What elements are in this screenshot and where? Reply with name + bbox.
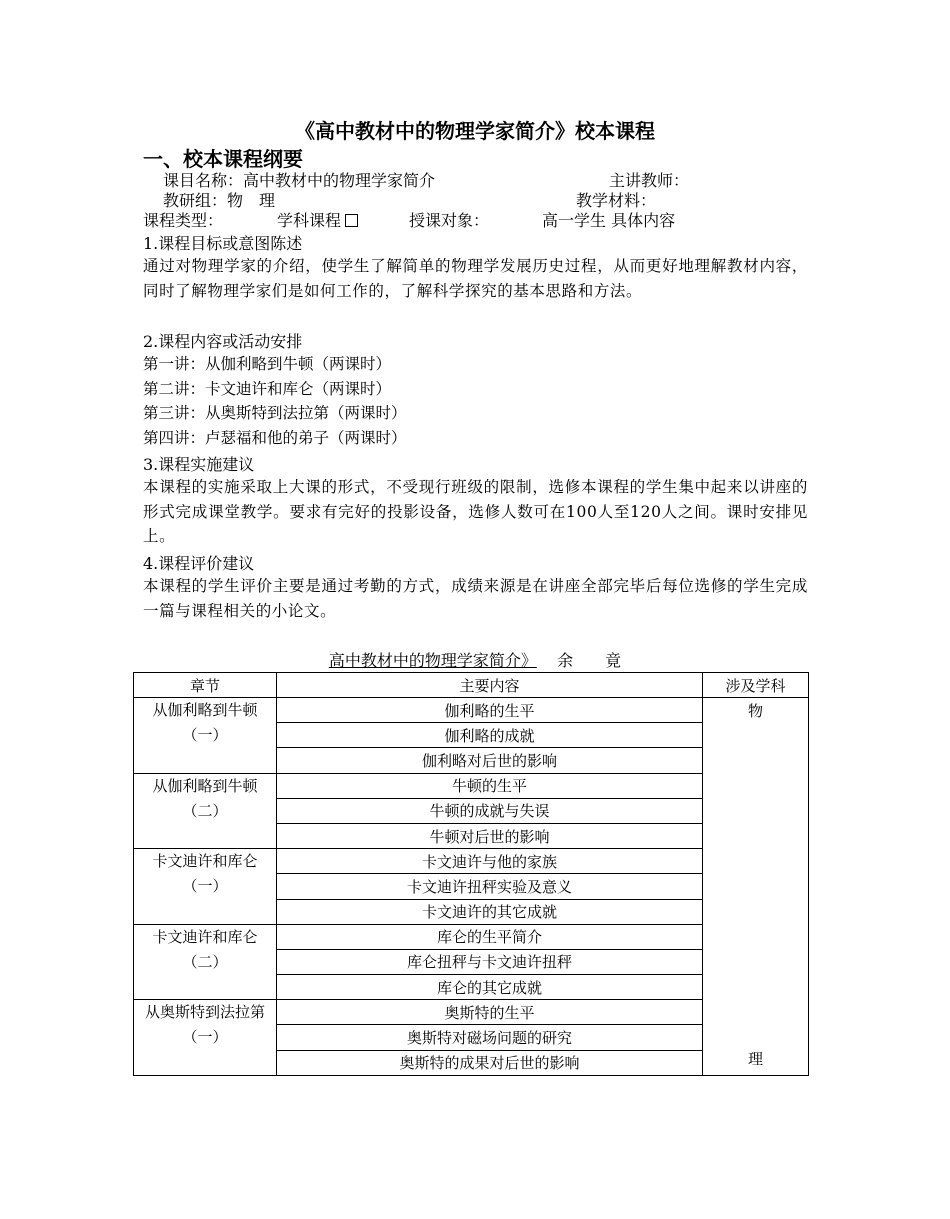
content-cell: 卡文迪许扭秤实验及意义 — [277, 874, 703, 899]
content-cell: 库仑的生平简介 — [277, 924, 703, 949]
chapter-cell: 卡文迪许和库仑（一） — [134, 849, 277, 925]
audience-label: 授课对象： — [409, 211, 490, 230]
course-type-value — [277, 208, 358, 231]
course-name: 课目名称：高中教材中的物理学家简介 — [163, 171, 436, 190]
header-subject: 涉及学科 — [703, 673, 809, 698]
header-chapter: 章节 — [134, 673, 277, 698]
content-cell: 库仑扭秤与卡文迪许扭秤 — [277, 949, 703, 974]
heading-course-goal: 1.课程目标或意图陈述 — [143, 234, 303, 253]
heading-course-content: 2.课程内容或活动安排 — [143, 332, 303, 351]
checkbox-icon — [345, 214, 358, 227]
heading-implementation: 3.课程实施建议 — [143, 455, 255, 474]
table-row — [134, 698, 809, 723]
table-header-row — [134, 673, 809, 698]
course-type-text: 学科课程 — [277, 211, 342, 230]
table-caption — [0, 648, 950, 671]
content-cell: 牛顿的成就与失误 — [277, 798, 703, 823]
lecture-item: 第四讲：卢瑟福和他的弟子（两课时） — [143, 429, 407, 447]
section-heading-outline: 一、校本课程纲要 — [143, 147, 303, 171]
content-cell: 奥斯特的成果对后世的影响 — [277, 1050, 703, 1075]
heading-evaluation: 4.课程评价建议 — [143, 554, 255, 573]
content-cell: 伽利略对后世的影响 — [277, 748, 703, 773]
paragraph-course-goal: 通过对物理学家的介绍，使学生了解简单的物理学发展历史过程，从而更好地理解教材内容，同时了解物理学家们是如何工作的，了解科学探究的基本思路和方法。 — [143, 257, 808, 300]
teaching-group: 教研组：物 理 — [163, 191, 276, 210]
lecture-item: 第二讲：卡文迪许和库仑（两课时） — [143, 380, 392, 398]
content-cell: 伽利略的成就 — [277, 723, 703, 748]
paragraph-implementation: 本课程的实施采取上大课的形式，不受现行班级的限制，选修本课程的学生集中起来以讲座的形式完成课堂教学。要求有完好的投影设备，选修人数可在100人至120人之间。课时安排见上。 — [143, 478, 808, 545]
table-caption-title: 高中教材中的物理学家简介》 — [328, 651, 537, 670]
content-cell: 奥斯特的生平 — [277, 1000, 703, 1025]
lead-teacher: 主讲教师： — [609, 171, 690, 190]
subject-cell — [703, 698, 809, 1076]
content-cell: 牛顿对后世的影响 — [277, 823, 703, 848]
lecture-item: 第三讲：从奥斯特到法拉第（两课时） — [143, 404, 407, 422]
chapter-cell: 卡文迪许和库仑（二） — [134, 924, 277, 1000]
content-cell: 伽利略的生平 — [277, 698, 703, 723]
audience-value: 高一学生 具体内容 — [542, 211, 676, 230]
content-cell: 奥斯特对磁场问题的研究 — [277, 1025, 703, 1050]
lecture-item: 第一讲：从伽利略到牛顿（两课时） — [143, 355, 392, 373]
subject-top: 物 — [747, 702, 763, 720]
content-cell: 卡文迪许的其它成就 — [277, 899, 703, 924]
chapter-cell: 从伽利略到牛顿（一） — [134, 698, 277, 774]
chapter-cell: 从伽利略到牛顿（二） — [134, 773, 277, 849]
course-type-label: 课程类型： — [143, 211, 224, 230]
teaching-material: 教学材料： — [576, 191, 657, 210]
table-caption-author: 余 竟 — [557, 651, 622, 670]
content-cell: 库仑的其它成就 — [277, 975, 703, 1000]
chapter-cell: 从奥斯特到法拉第（一） — [134, 1000, 277, 1076]
content-cell: 卡文迪许与他的家族 — [277, 849, 703, 874]
course-plan-table — [133, 672, 809, 1076]
content-cell: 牛顿的生平 — [277, 773, 703, 798]
document-title: 《高中教材中的物理学家简介》校本课程 — [295, 119, 655, 143]
subject-bottom: 理 — [747, 1049, 763, 1068]
paragraph-evaluation: 本课程的学生评价主要是通过考勤的方式，成绩来源是在讲座全部完毕后每位选修的学生完成一篇与课程相关的小论文。 — [143, 577, 808, 620]
header-content: 主要内容 — [277, 673, 703, 698]
